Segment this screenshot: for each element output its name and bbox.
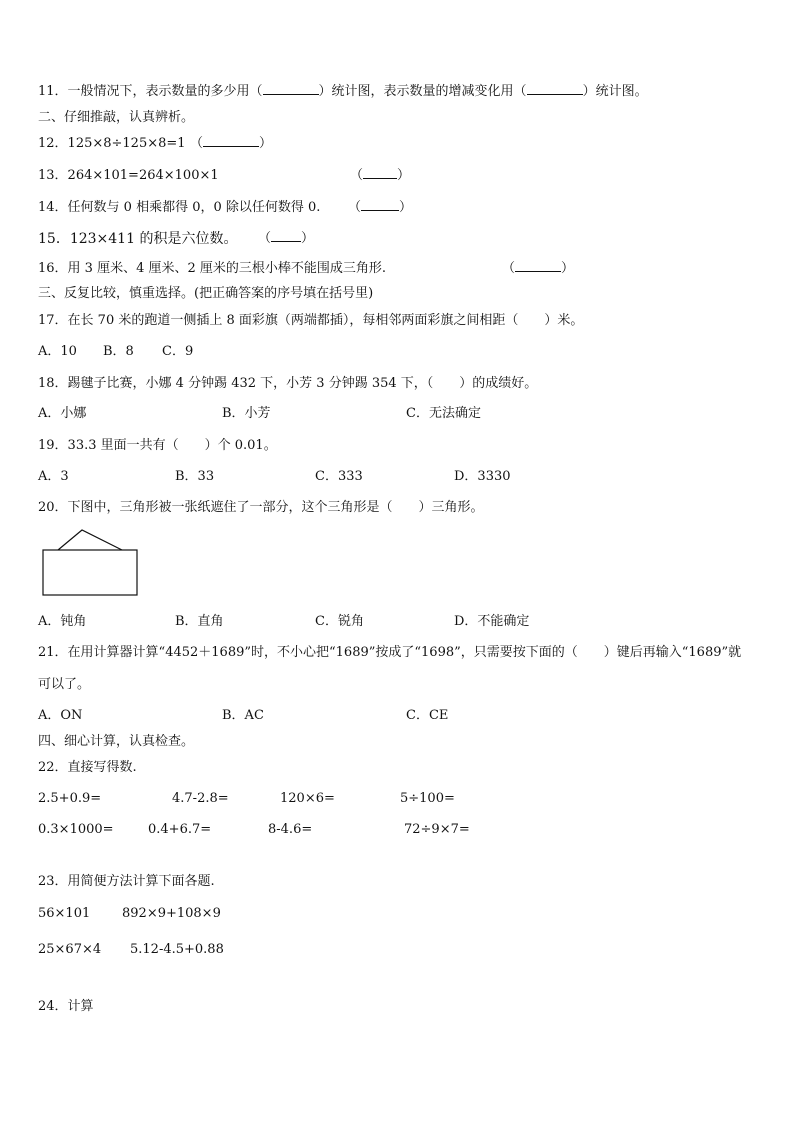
question-22: 22．直接写得数. (38, 760, 137, 775)
question-19: 19．33.3 里面一共有（ ）个 0.01。 (38, 438, 277, 453)
answer-blank[interactable] (271, 229, 301, 242)
calc-item: 72÷9×7= (404, 822, 470, 837)
answer-blank[interactable] (527, 82, 583, 95)
answer-paren: （ ） (258, 231, 315, 246)
calc-item: 0.3×1000= (38, 822, 114, 837)
option-a[interactable]: A．小娜 (38, 406, 87, 421)
option-d[interactable]: D．3330 (454, 469, 511, 484)
section-4-heading: 四、细心计算，认真检查。 (38, 734, 195, 749)
option-b[interactable]: B．33 (175, 469, 215, 484)
question-24: 24．计算 (38, 999, 94, 1014)
answer-paren: （ ） (502, 261, 575, 276)
question-16: 16．用 3 厘米、4 厘米、2 厘米的三根小棒不能围成三角形. (38, 261, 387, 276)
option-a[interactable]: A．ON (38, 708, 83, 723)
calc-item: 56×101 (38, 906, 91, 921)
answer-blank[interactable] (515, 259, 561, 272)
option-a[interactable]: A．10 (38, 344, 77, 359)
question-20: 20．下图中，三角形被一张纸遮住了一部分，这个三角形是（ ）三角形。 (38, 500, 484, 515)
section-3-heading: 三、反复比较，慎重选择。(把正确答案的序号填在括号里) (38, 286, 374, 301)
option-c[interactable]: C．9 (162, 344, 194, 359)
question-11: 11．一般情况下，表示数量的多少用（ ）统计图，表示数量的增减变化用（ ）统计图。 (38, 84, 648, 99)
option-a[interactable]: A．钝角 (38, 614, 87, 629)
answer-blank[interactable] (361, 198, 399, 211)
calc-item: 2.5+0.9= (38, 791, 102, 806)
calc-item: 0.4+6.7= (148, 822, 212, 837)
question-23: 23．用简便方法计算下面各题. (38, 874, 215, 889)
calc-item: 8-4.6= (268, 822, 313, 837)
option-c[interactable]: C．锐角 (315, 614, 364, 629)
question-13: 13．264×101=264×100×1 (38, 168, 219, 183)
covered-triangle-figure (40, 528, 140, 598)
option-b[interactable]: B．小芳 (222, 406, 271, 421)
answer-paren: （ ） (190, 136, 273, 151)
answer-blank[interactable] (203, 134, 259, 147)
calc-item: 5.12-4.5+0.88 (130, 942, 224, 957)
option-c[interactable]: C．无法确定 (406, 406, 481, 421)
triangle-tip (58, 530, 122, 550)
question-21-cont: 可以了。 (38, 677, 91, 692)
question-12: 12．125×8÷125×8=1 (38, 136, 186, 151)
calc-item: 4.7-2.8= (172, 791, 229, 806)
section-2-heading: 二、仔细推敲，认真辨析。 (38, 110, 195, 125)
answer-blank[interactable] (263, 82, 319, 95)
option-c[interactable]: C．333 (315, 469, 363, 484)
option-a[interactable]: A．3 (38, 469, 69, 484)
option-b[interactable]: B．直角 (175, 614, 224, 629)
option-d[interactable]: D．不能确定 (454, 614, 530, 629)
question-18: 18．踢毽子比赛，小娜 4 分钟踢 432 下，小芳 3 分钟踢 354 下，（ ）的成绩好。 (38, 376, 538, 391)
answer-blank[interactable] (363, 166, 397, 179)
calc-item: 120×6= (280, 791, 335, 806)
option-b[interactable]: B．AC (222, 708, 264, 723)
question-17: 17．在长 70 米的跑道一侧插上 8 面彩旗（两端都插），每相邻两面彩旗之间相距（ ）米。 (38, 313, 584, 328)
question-15: 15．123×411 的积是六位数。 (38, 231, 238, 247)
answer-paren: （ ） (350, 168, 411, 183)
covering-paper (43, 550, 137, 595)
question-21: 21．在用计算器计算“4452＋1689”时，不小心把“1689”按成了“1698”，只需要按下面的（ ）键后再输入“1689”就 (38, 645, 742, 660)
option-b[interactable]: B．8 (103, 344, 134, 359)
calc-item: 5÷100= (400, 791, 455, 806)
calc-item: 25×67×4 (38, 942, 102, 957)
question-14: 14．任何数与 0 相乘都得 0，0 除以任何数得 0. (38, 200, 321, 215)
option-c[interactable]: C．CE (406, 708, 449, 723)
calc-item: 892×9+108×9 (122, 906, 221, 921)
answer-paren: （ ） (348, 200, 413, 215)
